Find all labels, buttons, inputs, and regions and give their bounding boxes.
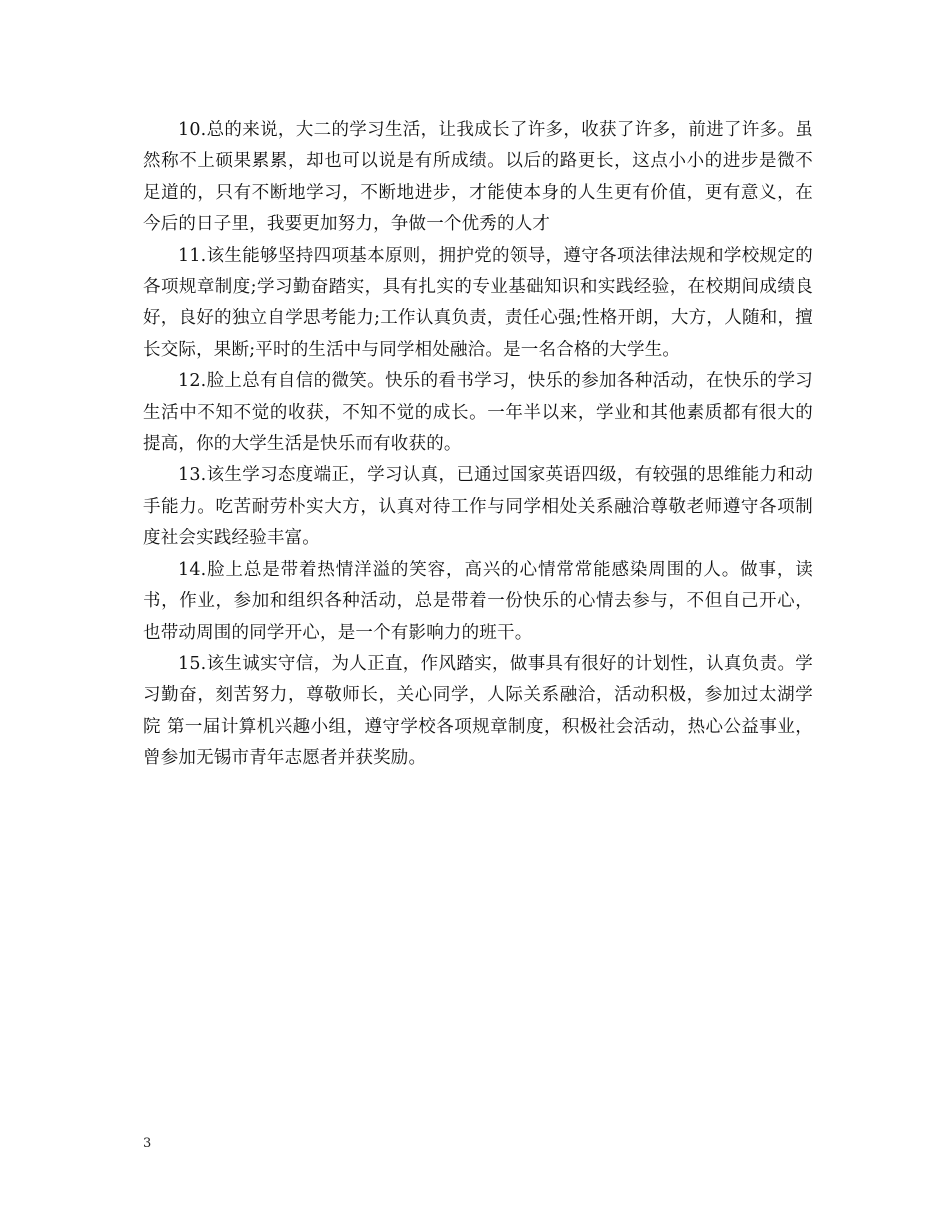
paragraph-10: 10.总的来说，大二的学习生活，让我成长了许多，收获了许多，前进了许多。虽然称不上硕果累累，却也可以说是有所成绩。以后的路更长，这点小小的进步是微不足道的，只有不断地学习，不断地进步，才能使本身的人生更有价值，更有意义，在今后的日子里，我要更加努力，争做一个优秀的人才 [143, 120, 813, 235]
paragraph-15: 15.该生诚实守信，为人正直，作风踏实，做事具有很好的计划性，认真负责。学习勤奋，刻苦努力，尊敬师长，关心同学，人际关系融洽，活动积极，参加过太湖学院 第一届计算机兴趣小组，遵守学校各项规章制度，积极社会活动，热心公益事业，曾参加无锡市青年志愿者并获奖励。 [143, 653, 813, 769]
paragraph-13: 13.该生学习态度端正，学习认真，已通过国家英语四级，有较强的思维能力和动手能力。吃苦耐劳朴实大方，认真对待工作与同学相处关系融洽尊敬老师遵守各项制度社会实践经验丰富。 [143, 465, 813, 549]
paragraph-12: 12.脸上总有自信的微笑。快乐的看书学习，快乐的参加各种活动，在快乐的学习生活中不知不觉的收获，不知不觉的成长。一年半以来，学业和其他素质都有很大的提高，你的大学生活是快乐而有收获的。 [143, 371, 813, 455]
paragraph-11: 11.该生能够坚持四项基本原则，拥护党的领导，遵守各项法律法规和学校规定的各项规章制度;学习勤奋踏实，具有扎实的专业基础知识和实践经验，在校期间成绩良好，良好的独立自学思考能力;工作认真负责，责任心强;性格开朗，大方，人随和，擅长交际，果断;平时的生活中与同学相处融洽。是一名合格的大学生。 [143, 245, 813, 360]
page-body [143, 115, 813, 775]
paragraph-14: 14.脸上总是带着热情洋溢的笑容，高兴的心情常常能感染周围的人。做事，读书，作业，参加和组织各种活动，总是带着一份快乐的心情去参与，不但自己开心，也带动周围的同学开心，是一个有影响力的班干。 [143, 559, 813, 643]
page-number: 3 [143, 1136, 152, 1151]
